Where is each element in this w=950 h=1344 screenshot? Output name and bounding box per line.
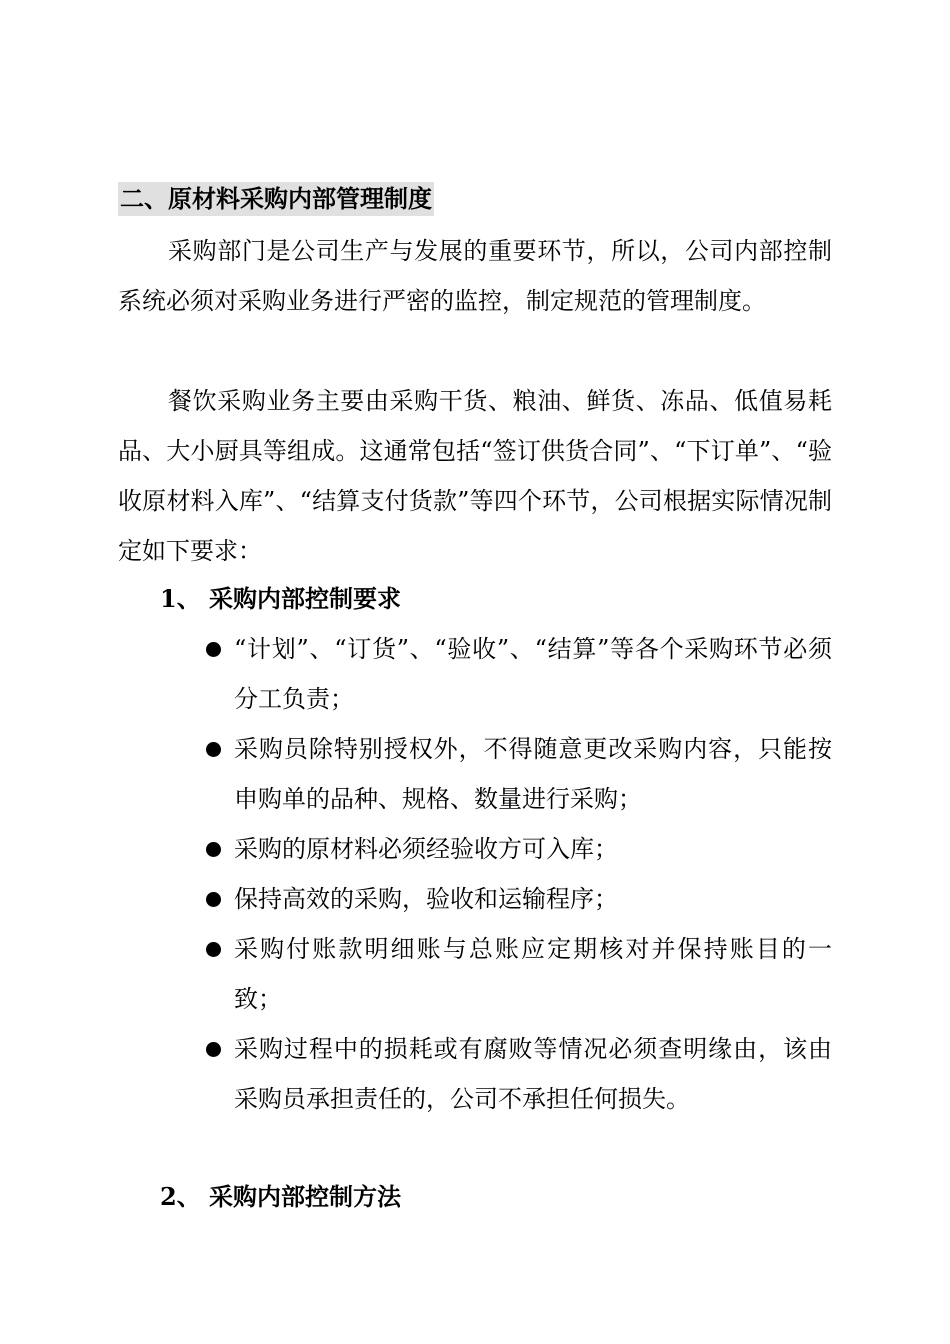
list-item (204, 724, 832, 824)
list-item-text: 采购过程中的损耗或有腐败等情况必须查明缘由，该由采购员承担责任的，公司不承担任何损失。 (234, 1035, 832, 1113)
bullet-dot-icon (206, 892, 221, 907)
list-item (204, 624, 832, 724)
bullet-dot-icon (206, 742, 221, 757)
list-item-text: 采购付账款明细账与总账应定期核对并保持账目的一致； (234, 935, 832, 1013)
scope-paragraph: 餐饮采购业务主要由采购干货、粮油、鲜货、冻品、低值易耗品、大小厨具等组成。这通常包括“签订供货合同”、“下订单”、“验收原材料入库”、“结算支付货款”等四个环节，公司根据实际情况制定如下要求： (118, 387, 832, 565)
list-item (204, 874, 832, 924)
subsection-heading-methods: 2、 采购内部控制方法 (160, 1182, 402, 1211)
list-item (204, 1024, 832, 1124)
bullet-dot-icon (206, 842, 221, 857)
bullet-dot-icon (206, 1042, 221, 1057)
section-heading: 二、原材料采购内部管理制度 (118, 182, 434, 216)
list-item-text: 采购的原材料必须经验收方可入库； (234, 835, 618, 863)
list-item-text: “计划”、“订货”、“验收”、“结算”等各个采购环节必须分工负责； (234, 635, 832, 713)
bullet-dot-icon (206, 642, 221, 657)
list-item (204, 924, 832, 1024)
bullet-dot-icon (206, 942, 221, 957)
requirements-list (204, 624, 832, 1124)
subsection-heading-requirements: 1、 采购内部控制要求 (160, 584, 402, 613)
list-item-text: 保持高效的采购，验收和运输程序； (234, 885, 618, 913)
intro-paragraph: 采购部门是公司生产与发展的重要环节，所以，公司内部控制系统必须对采购业务进行严密的监控，制定规范的管理制度。 (118, 237, 832, 315)
list-item-text: 采购员除特别授权外，不得随意更改采购内容，只能按申购单的品种、规格、数量进行采购； (234, 735, 832, 813)
list-item (204, 824, 832, 874)
